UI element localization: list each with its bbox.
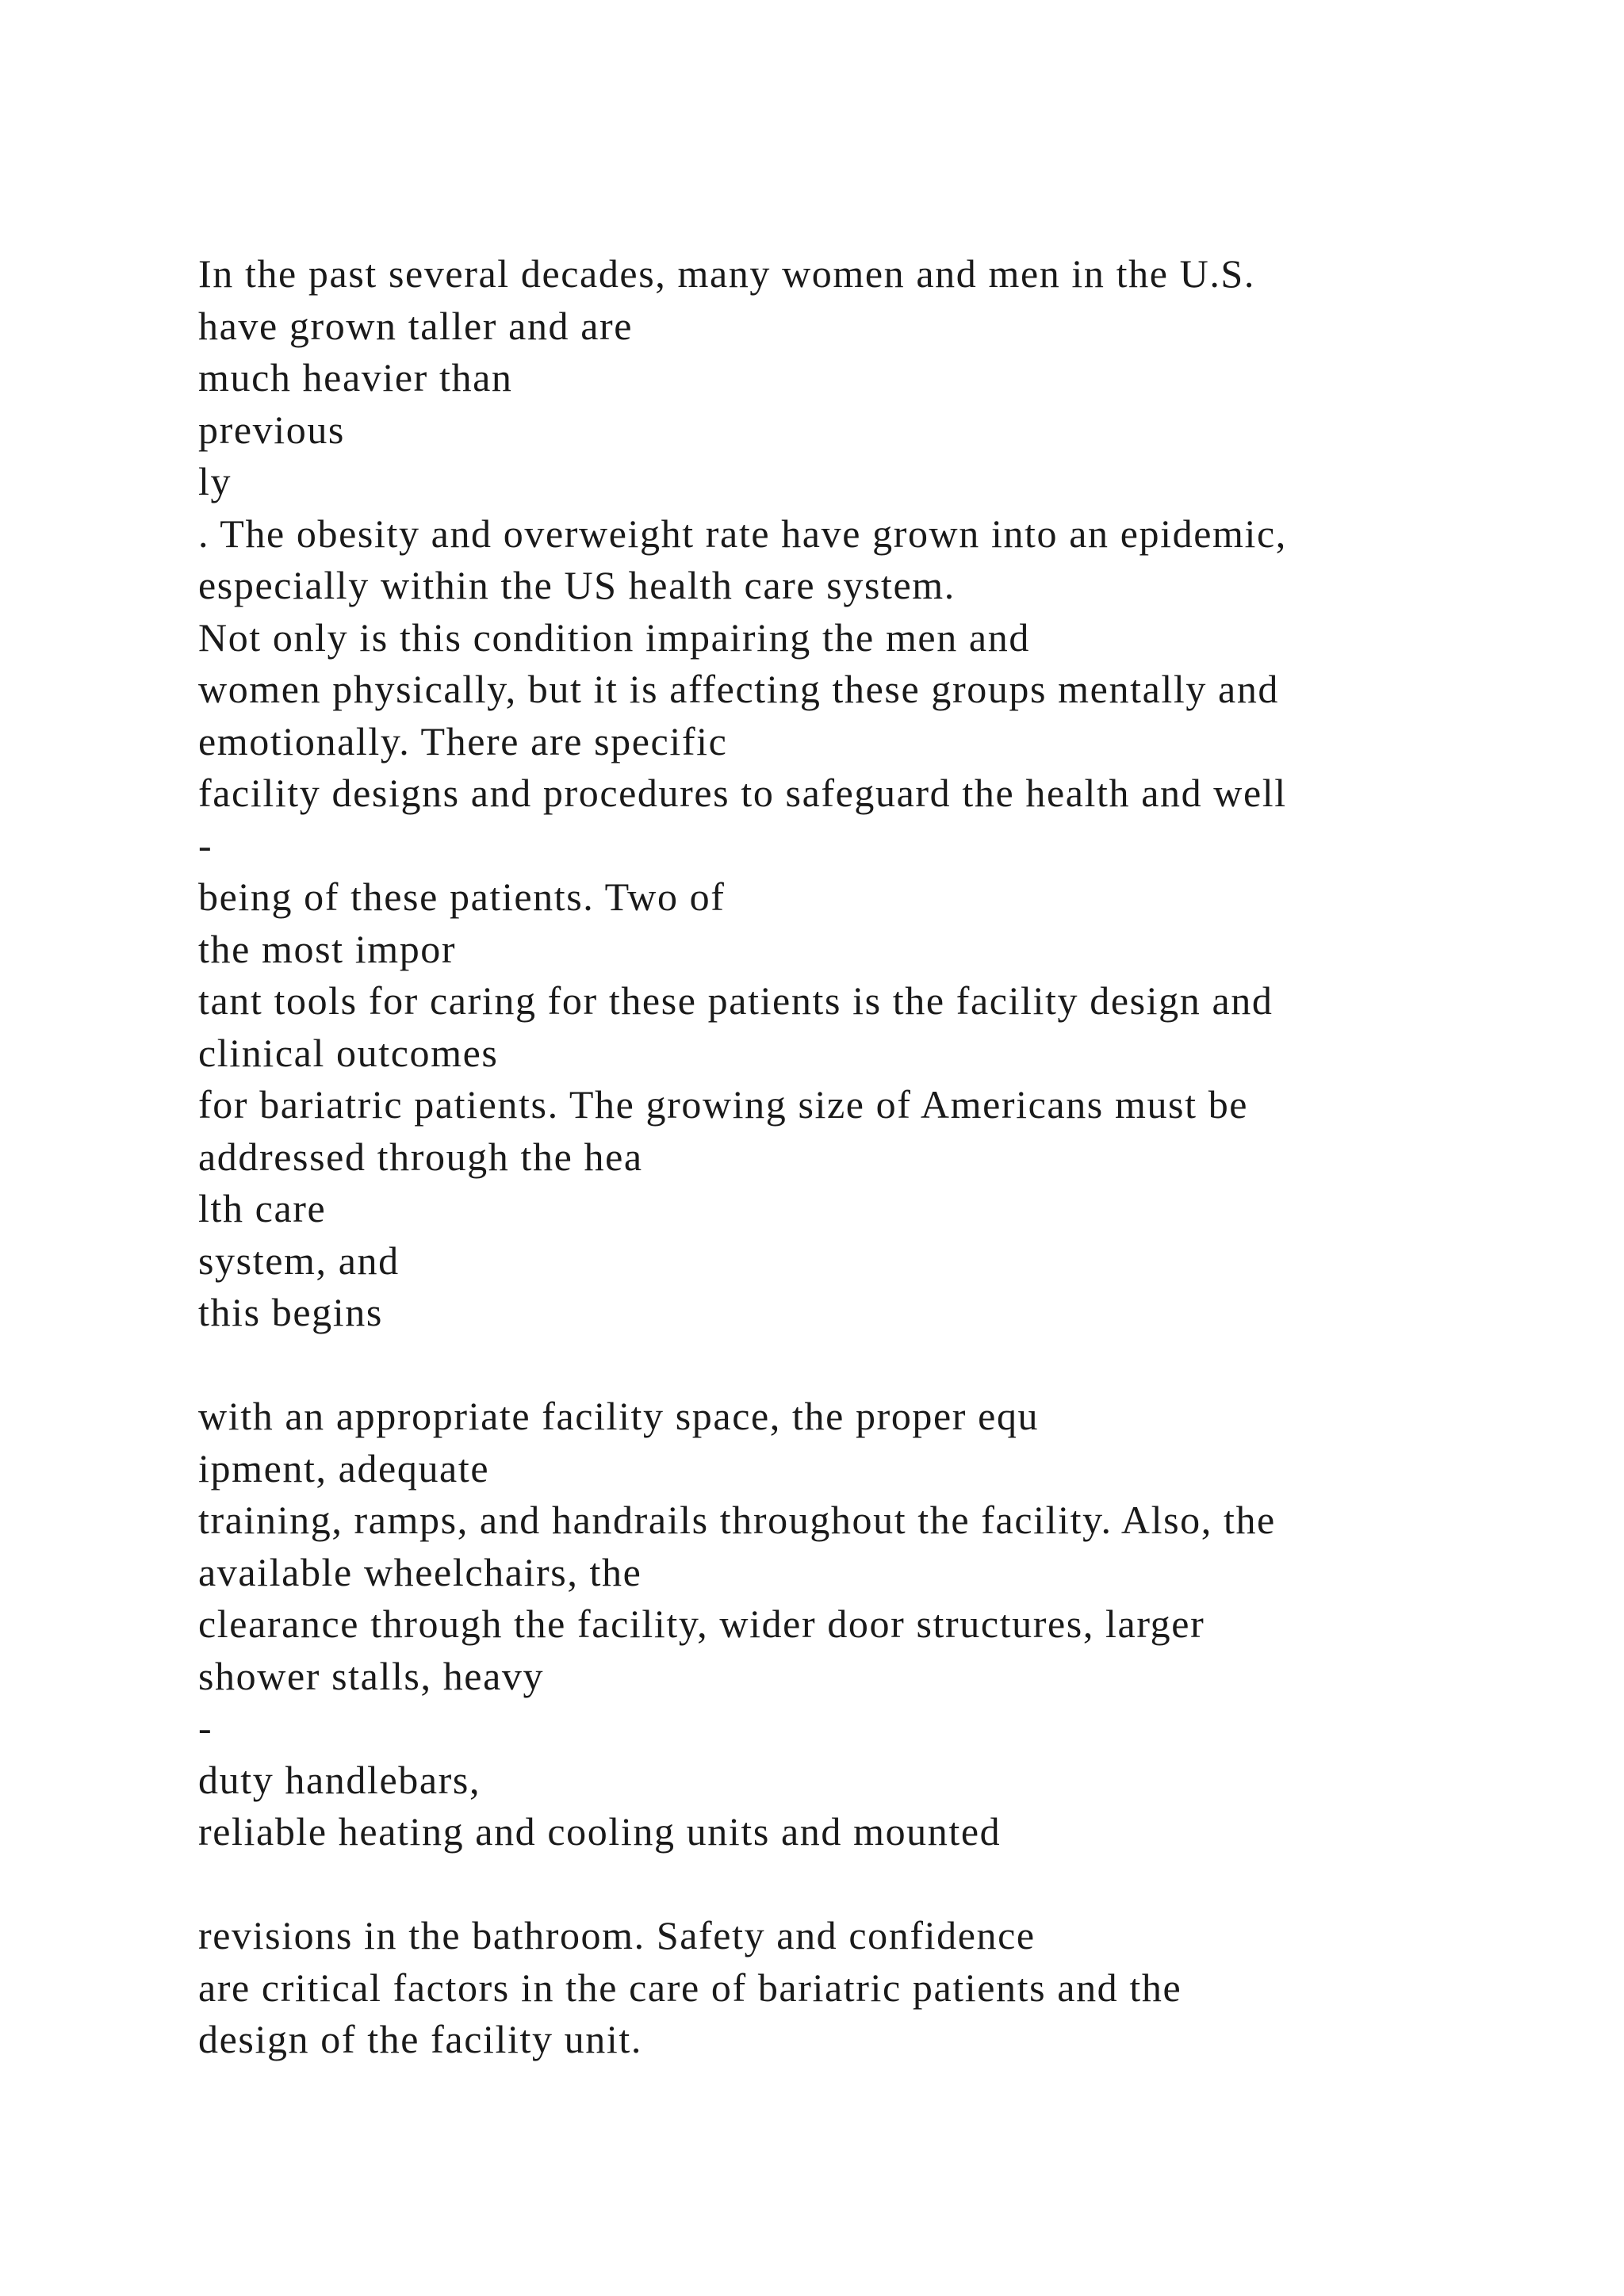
text-line: clearance through the facility, wider door structures, larger bbox=[198, 1601, 1205, 1646]
text-line: In the past several decades, many women and men in the U.S. bbox=[198, 251, 1255, 296]
text-line: clinical outcomes bbox=[198, 1030, 499, 1075]
text-line: duty handlebars, bbox=[198, 1757, 481, 1802]
text-line: ly bbox=[198, 459, 232, 503]
text-line: - bbox=[198, 822, 213, 867]
text-line: previous bbox=[198, 407, 345, 452]
text-line: are critical factors in the care of bariatric patients and the bbox=[198, 1965, 1182, 2010]
text-line: revisions in the bathroom. Safety and confidence bbox=[198, 1913, 1036, 1957]
text-line: ipment, adequate bbox=[198, 1445, 490, 1490]
text-line: design of the facility unit. bbox=[198, 2017, 642, 2061]
text-line: available wheelchairs, the bbox=[198, 1549, 642, 1594]
text-line bbox=[198, 1339, 1546, 1391]
text-line: - bbox=[198, 1705, 213, 1750]
text-line: Not only is this condition impairing the men and bbox=[198, 614, 1030, 660]
text-line: especially within the US health care system. bbox=[198, 563, 956, 607]
text-line: facility designs and procedures to safeguard the health and well bbox=[198, 771, 1287, 815]
text-line: . The obesity and overweight rate have grown into an epidemic, bbox=[198, 511, 1287, 556]
text-line: have grown taller and are bbox=[198, 303, 634, 348]
text-line: tant tools for caring for these patients is the facility design and bbox=[198, 978, 1274, 1023]
text-line: addressed through the hea bbox=[198, 1134, 643, 1179]
text-line: being of these patients. Two of bbox=[198, 874, 726, 919]
text-line: training, ramps, and handrails throughout the facility. Also, the bbox=[198, 1498, 1276, 1542]
text-line: with an appropriate facility space, the proper equ bbox=[198, 1394, 1040, 1438]
text-line: lth care bbox=[198, 1186, 327, 1230]
text-line: much heavier than bbox=[198, 355, 513, 400]
text-line: this begins bbox=[198, 1290, 383, 1334]
text-line: the most impor bbox=[198, 926, 457, 971]
text-line bbox=[198, 1858, 1546, 1911]
text-line: reliable heating and cooling units and mounted bbox=[198, 1809, 1002, 1854]
text-line: shower stalls, heavy bbox=[198, 1653, 545, 1698]
document-body bbox=[198, 248, 1546, 2066]
text-line: for bariatric patients. The growing size of Americans must be bbox=[198, 1082, 1249, 1127]
text-line: system, and bbox=[198, 1238, 400, 1283]
text-line: emotionally. There are specific bbox=[198, 718, 728, 763]
text-line: women physically, but it is affecting these groups mentally and bbox=[198, 667, 1280, 711]
